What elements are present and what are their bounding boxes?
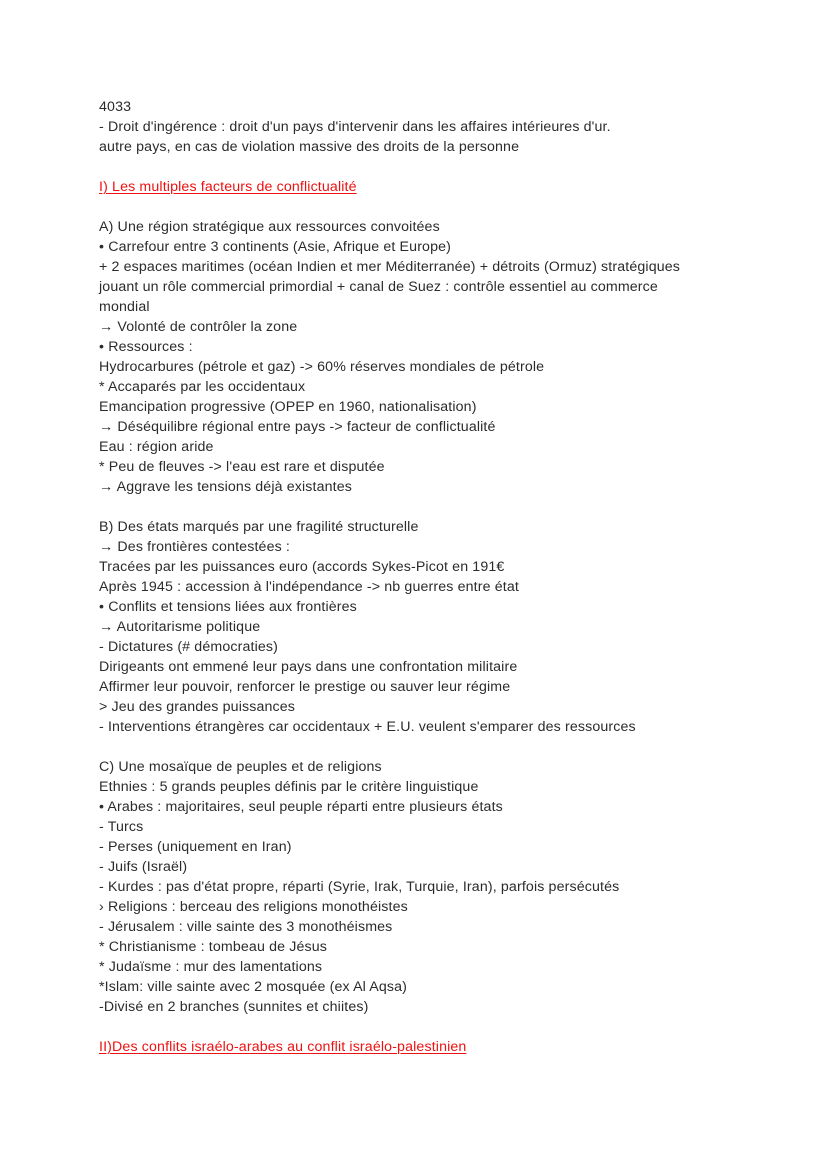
- text-line-content: * Accaparés par les occidentaux: [99, 379, 306, 395]
- text-line: [99, 317, 739, 337]
- text-line-content: → Volonté de contrôler la zone: [99, 319, 298, 335]
- text-line: [99, 637, 739, 657]
- text-line-content: - Dictatures (# démocraties): [99, 639, 279, 655]
- text-line: [99, 837, 739, 857]
- text-line: [99, 777, 739, 797]
- text-line-content: mondial: [99, 299, 150, 315]
- text-line-content: 4033: [99, 99, 132, 115]
- text-line: [99, 437, 739, 457]
- text-line: [99, 357, 739, 377]
- text-line: [99, 477, 739, 497]
- section-heading: [99, 1037, 739, 1057]
- text-line-content: Ethnies : 5 grands peuples définis par le critère linguistique: [99, 779, 479, 795]
- text-line-content: Dirigeants ont emmené leur pays dans une confrontation militaire: [99, 659, 518, 675]
- text-line-content: + 2 espaces maritimes (océan Indien et mer Méditerranée) + détroits (Ormuz) stratégiques: [99, 259, 681, 275]
- text-line-content: -Divisé en 2 branches (sunnites et chiites): [99, 999, 369, 1015]
- text-line: [99, 937, 739, 957]
- blank-line: [99, 157, 739, 177]
- blank-line: [99, 737, 739, 757]
- text-line-content: - Droit d'ingérence : droit d'un pays d'intervenir dans les affaires intérieures d'ur.: [99, 119, 611, 135]
- text-line: [99, 977, 739, 997]
- text-line: [99, 297, 739, 317]
- text-line-content: • Ressources :: [99, 339, 193, 355]
- text-line: [99, 257, 739, 277]
- text-line-content: → Déséquilibre régional entre pays -> facteur de conflictualité: [99, 419, 496, 435]
- blank-line: [99, 497, 739, 517]
- text-line-content: • Carrefour entre 3 continents (Asie, Afrique et Europe): [99, 239, 452, 255]
- text-line: [99, 897, 739, 917]
- text-line-content: › Religions : berceau des religions monothéistes: [99, 899, 408, 915]
- text-line-content: • Conflits et tensions liées aux frontières: [99, 599, 357, 615]
- text-line: [99, 797, 739, 817]
- text-line-content: jouant un rôle commercial primordial + canal de Suez : contrôle essentiel au commerce: [99, 279, 658, 295]
- text-line: [99, 817, 739, 837]
- text-line-content: → Autoritarisme politique: [99, 619, 261, 635]
- text-line-content: autre pays, en cas de violation massive des droits de la personne: [99, 139, 520, 155]
- text-line-content: Eau : région aride: [99, 439, 214, 455]
- text-line-content: - Jérusalem : ville sainte des 3 monothéismes: [99, 919, 393, 935]
- text-line-content: * Judaïsme : mur des lamentations: [99, 959, 323, 975]
- text-line-content: - Kurdes : pas d'état propre, réparti (Syrie, Irak, Turquie, Iran), parfois persécutés: [99, 879, 620, 895]
- text-line: [99, 337, 739, 357]
- blank-line: [99, 1017, 739, 1037]
- text-line: [99, 377, 739, 397]
- text-line: [99, 617, 739, 637]
- text-line-content: - Interventions étrangères car occidentaux + E.U. veulent s'emparer des ressources: [99, 719, 636, 735]
- text-line-content: - Turcs: [99, 819, 144, 835]
- text-line-content: B) Des états marqués par une fragilité structurelle: [99, 519, 419, 535]
- text-line-content: → Des frontières contestées :: [99, 539, 291, 555]
- text-line: [99, 917, 739, 937]
- text-line: [99, 397, 739, 417]
- text-line-content: Après 1945 : accession à l'indépendance -> nb guerres entre état: [99, 579, 519, 595]
- text-line-content: Tracées par les puissances euro (accords Sykes-Picot en 191€: [99, 559, 505, 575]
- text-line-content: C) Une mosaïque de peuples et de religions: [99, 759, 382, 775]
- text-line: [99, 117, 739, 137]
- text-line: [99, 857, 739, 877]
- text-line-content: > Jeu des grandes puissances: [99, 699, 296, 715]
- text-line: [99, 697, 739, 717]
- section-heading: [99, 177, 739, 197]
- text-line: [99, 237, 739, 257]
- text-line: [99, 997, 739, 1017]
- text-line: [99, 97, 739, 117]
- text-line: [99, 677, 739, 697]
- text-line-content: * Peu de fleuves -> l'eau est rare et disputée: [99, 459, 385, 475]
- text-line-content: → Aggrave les tensions déjà existantes: [99, 479, 353, 495]
- text-line: [99, 217, 739, 237]
- text-line: [99, 877, 739, 897]
- text-line: [99, 597, 739, 617]
- text-line-content: - Perses (uniquement en Iran): [99, 839, 292, 855]
- text-line-content: Hydrocarbures (pétrole et gaz) -> 60% réserves mondiales de pétrole: [99, 359, 545, 375]
- text-line-content: Emancipation progressive (OPEP en 1960, nationalisation): [99, 399, 477, 415]
- text-line-content: • Arabes : majoritaires, seul peuple réparti entre plusieurs états: [99, 799, 503, 815]
- text-line: [99, 757, 739, 777]
- text-line: [99, 557, 739, 577]
- text-line: [99, 717, 739, 737]
- section-heading-text: II)Des conflits israélo-arabes au conflit israélo-palestinien: [99, 1039, 467, 1055]
- text-line: [99, 417, 739, 437]
- text-line: [99, 277, 739, 297]
- text-line-content: A) Une région stratégique aux ressources convoitées: [99, 219, 440, 235]
- text-line: [99, 137, 739, 157]
- section-heading-text: I) Les multiples facteurs de conflictualité: [99, 179, 357, 195]
- text-line-content: Affirmer leur pouvoir, renforcer le prestige ou sauver leur régime: [99, 679, 511, 695]
- text-line-content: - Juifs (Israël): [99, 859, 188, 875]
- text-line: [99, 457, 739, 477]
- text-line: [99, 657, 739, 677]
- document-text-body: [99, 97, 739, 1057]
- blank-line: [99, 197, 739, 217]
- text-line: [99, 957, 739, 977]
- text-line: [99, 517, 739, 537]
- text-line-content: * Christianisme : tombeau de Jésus: [99, 939, 327, 955]
- text-line: [99, 577, 739, 597]
- text-line: [99, 537, 739, 557]
- text-line-content: *Islam: ville sainte avec 2 mosquée (ex Al Aqsa): [99, 979, 408, 995]
